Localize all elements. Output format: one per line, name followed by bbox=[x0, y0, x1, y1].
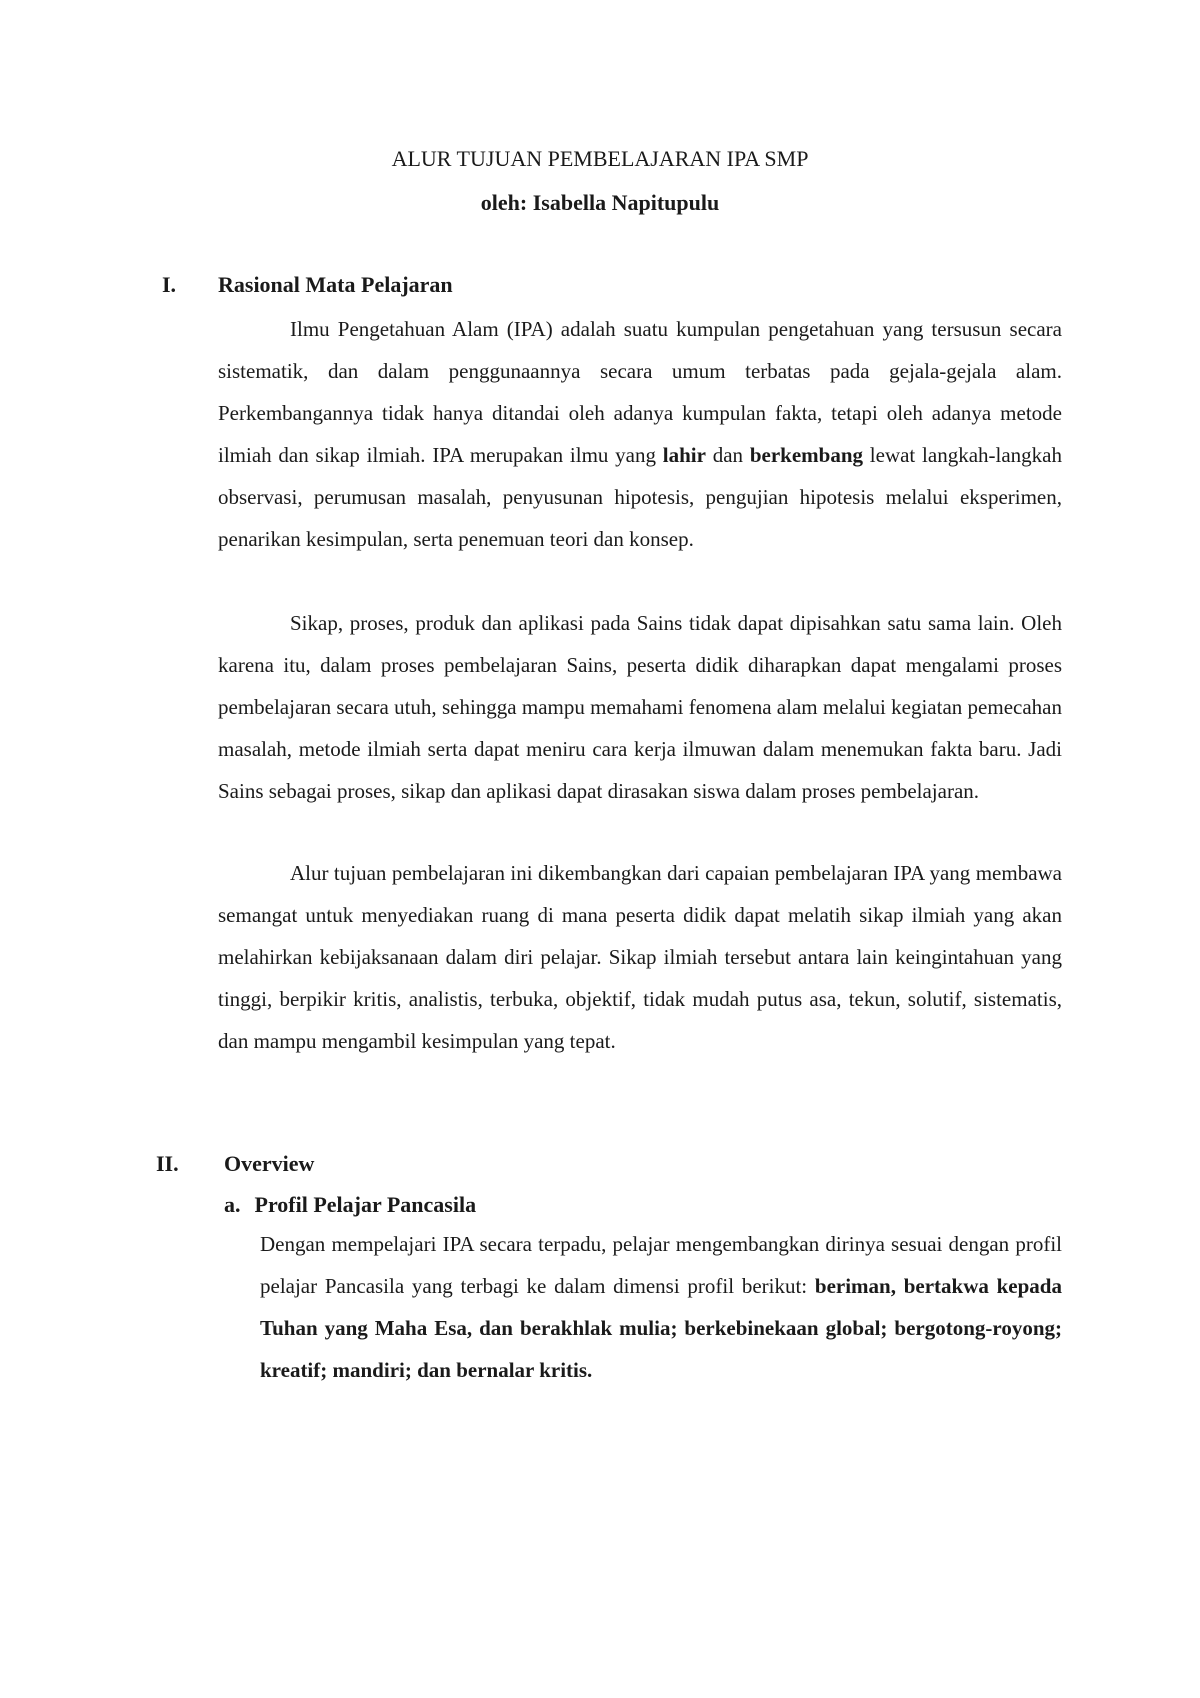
bold-dimensions-list: beriman, bertakwa kepada Tuhan yang Maha Esa, dan berakhlak mulia; berkebinekaan global; bergotong-royong; kreatif; mandiri; dan bernalar kritis. bbox=[260, 1274, 1062, 1382]
section-title: Rasional Mata Pelajaran bbox=[218, 272, 453, 297]
document-title: ALUR TUJUAN PEMBELAJARAN IPA SMP bbox=[391, 146, 809, 171]
paragraph-profil-pelajar bbox=[260, 1223, 1062, 1391]
paragraph-alur-tujuan bbox=[218, 852, 1062, 1062]
subsection-letter: a. bbox=[224, 1192, 241, 1217]
subsection-title: Profil Pelajar Pancasila bbox=[254, 1192, 477, 1217]
subsection-heading-profil bbox=[224, 1190, 476, 1220]
document-header bbox=[0, 144, 1200, 218]
bold-term-berkembang: berkembang bbox=[749, 443, 864, 467]
paragraph-text: dan bbox=[705, 443, 750, 467]
bold-term-lahir: lahir bbox=[662, 443, 706, 467]
paragraph-ipa-definition bbox=[218, 308, 1062, 560]
paragraph-text: Sikap, proses, produk dan aplikasi pada Sains tidak dapat dipisahkan satu sama lain. Oleh karena itu, dalam proses pembelajaran Sains, peserta didik diharapkan dapat mengalami proses pembelajaran secara utuh, sehingga mampu memahami fenomena alam melalui kegiatan pemecahan masalah, metode ilmiah serta dapat meniru cara kerja ilmuwan dalam menemukan fakta baru. Jadi Sains sebagai proses, sikap dan aplikasi dapat dirasakan siswa dalam proses pembelajaran. bbox=[218, 611, 1062, 803]
section-number: II. bbox=[156, 1151, 179, 1176]
paragraph-text: Dengan mempelajari IPA secara terpadu, pelajar mengembangkan dirinya sesuai dengan profil pelajar Pancasila yang terbagi ke dalam dimensi profil berikut: bbox=[260, 1232, 1062, 1298]
paragraph-text: Alur tujuan pembelajaran ini dikembangkan dari capaian pembelajaran IPA yang membawa semangat untuk menyediakan ruang di mana peserta didik dapat melatih sikap ilmiah yang akan melahirkan kebijaksanaan dalam diri pelajar. Sikap ilmiah tersebut antara lain keingintahuan yang tinggi, berpikir kritis, analistis, terbuka, objektif, tidak mudah putus asa, tekun, solutif, sistematis, dan mampu mengambil kesimpulan yang tepat. bbox=[218, 861, 1062, 1053]
section-heading-overview bbox=[156, 1149, 1056, 1179]
section-heading-rasional bbox=[162, 270, 1062, 300]
paragraph-sains bbox=[218, 602, 1062, 812]
section-number: I. bbox=[162, 272, 177, 297]
document-author: oleh: Isabella Napitupulu bbox=[480, 190, 720, 215]
paragraph-text: Ilmu Pengetahuan Alam (IPA) adalah suatu kumpulan pengetahuan yang tersusun secara sistematik, dan dalam penggunaannya secara umum terbatas pada gejala-gejala alam. Perkembangannya tidak hanya ditandai oleh adanya kumpulan fakta, tetapi oleh adanya metode ilmiah dan sikap ilmiah. IPA merupakan ilmu yang bbox=[218, 317, 1062, 467]
section-title: Overview bbox=[224, 1151, 315, 1176]
paragraph-text: lewat langkah-langkah observasi, perumusan masalah, penyusunan hipotesis, pengujian hipotesis melalui eksperimen, penarikan kesimpulan, serta penemuan teori dan konsep. bbox=[218, 443, 1062, 551]
